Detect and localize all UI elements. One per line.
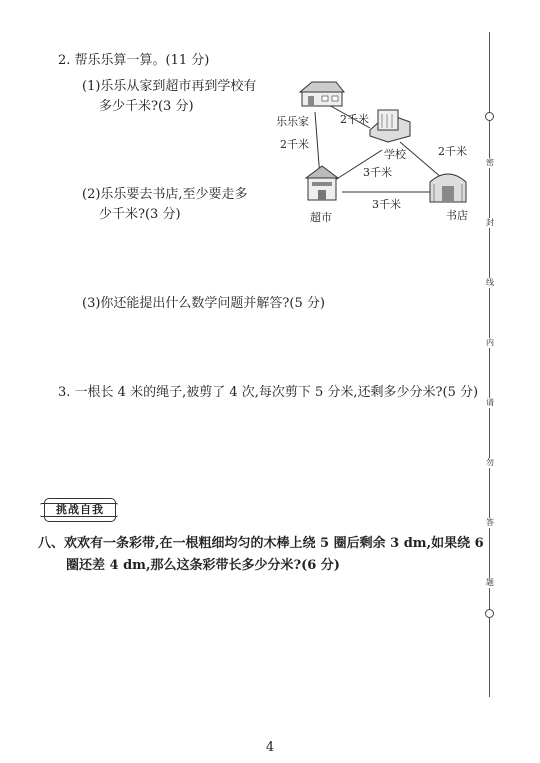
question-8-line2: 圈还差 4 dm,那么这条彩带长多少分米?(6 分) — [66, 558, 340, 573]
binding-hole-bottom — [485, 609, 494, 618]
margin-char: 答 — [486, 518, 494, 527]
margin-char: 线 — [486, 278, 494, 287]
challenge-badge: 挑战自我 — [44, 498, 116, 522]
q2-sub2-line2: 少千米?(3 分) — [99, 207, 181, 222]
school-building-icon — [370, 110, 410, 142]
q2-sub2-line1: (2)乐乐要去书店,至少要走多 — [82, 187, 248, 202]
supermarket-building-icon — [306, 166, 338, 200]
distance-supermarket-bookstore: 3千米 — [372, 198, 401, 211]
margin-char: 封 — [486, 218, 494, 227]
margin-char: 内 — [486, 338, 494, 347]
margin-char: 请 — [486, 398, 494, 407]
home-building-icon — [300, 82, 344, 106]
distance-supermarket-school: 3千米 — [363, 166, 392, 179]
question-8-line1: 八、欢欢有一条彩带,在一根粗细均匀的木棒上绕 5 圈后剩余 3 dm,如果绕 6 — [38, 536, 484, 551]
label-school: 学校 — [384, 148, 406, 161]
label-supermarket: 超市 — [310, 211, 332, 224]
q2-sub1-line2: 多少千米?(3 分) — [99, 99, 194, 114]
question-3: 3. 一根长 4 米的绳子,被剪了 4 次,每次剪下 5 分米,还剩多少分米?(5 分) — [58, 385, 479, 400]
distance-home-school: 2千米 — [340, 113, 369, 126]
distance-school-bookstore: 2千米 — [438, 145, 467, 158]
label-bookstore: 书店 — [446, 209, 468, 222]
q2-sub1-line1: (1)乐乐从家到超市再到学校有 — [82, 79, 257, 94]
distance-home-supermarket: 2千米 — [280, 138, 309, 151]
margin-char: 题 — [486, 578, 494, 587]
label-home: 乐乐家 — [276, 115, 309, 128]
margin-char: 勿 — [486, 458, 494, 467]
line-school-bookstore — [400, 142, 442, 178]
q2-sub3: (3)你还能提出什么数学问题并解答?(5 分) — [82, 296, 325, 311]
binding-hole-top — [485, 112, 494, 121]
page-number: 4 — [265, 740, 275, 755]
margin-char: 密 — [486, 158, 494, 167]
binding-line — [489, 32, 490, 697]
question-2-title: 2. 帮乐乐算一算。(11 分) — [58, 53, 210, 68]
bookstore-building-icon — [430, 174, 466, 202]
